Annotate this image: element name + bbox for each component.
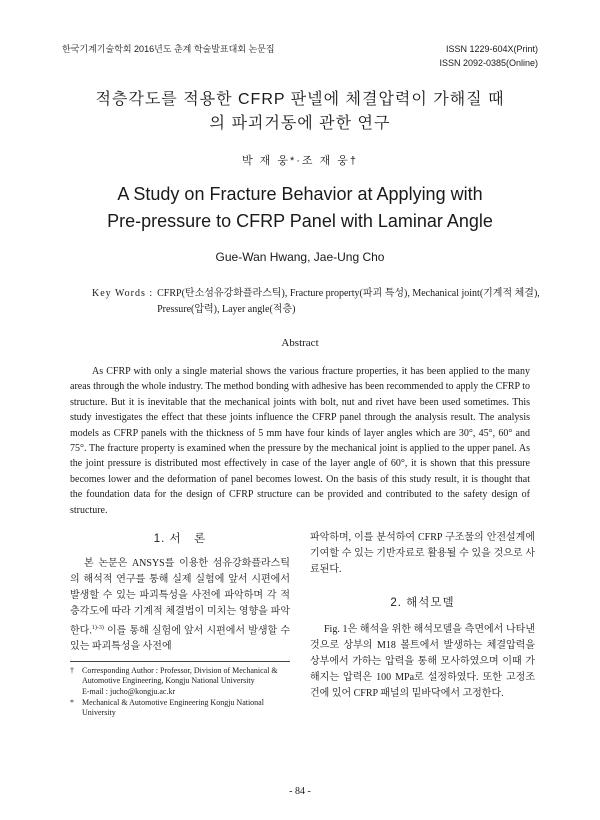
right-column — [310, 530, 535, 702]
issn-block — [439, 42, 538, 70]
section1-text-after: 이를 통해 실험에 앞서 시편에서 발생할 수 있는 파괴특성을 사전에 — [70, 625, 290, 653]
footnote-corresponding — [70, 666, 290, 686]
section1-body — [70, 556, 290, 655]
issn-online: ISSN 2092-0385(Online) — [439, 58, 538, 68]
keywords-label: Key Words : — [92, 288, 154, 299]
footnote-affiliation — [70, 698, 290, 718]
english-title-line2: Pre-pressure to CFRP Panel with Laminar Angle — [107, 211, 493, 231]
keywords-block — [92, 286, 542, 318]
korean-title — [60, 88, 540, 136]
footnote-text: E-mail : jucho@kongju.ac.kr — [82, 687, 176, 697]
section2-heading: 2. 해석모델 — [390, 597, 455, 609]
footnote-mark — [70, 687, 82, 697]
footnote-mark: * — [70, 698, 74, 708]
keywords-text: CFRP(탄소섬유강화플라스틱), Fracture property(파괴 특성), Mechanical joint(기계적 체결), Pressure(압력), Layer angle(적층) — [157, 288, 540, 315]
abstract-heading: Abstract — [281, 337, 319, 349]
korean-title-line2: 의 파괴거동에 관한 연구 — [209, 115, 391, 132]
section1-continuation: 파악하며, 이를 분석하여 CFRP 구조물의 안전설계에 기여할 수 있는 기반자료로 활용될 수 있을 것으로 사료된다. — [310, 532, 535, 575]
section1-heading: 1. 서 론 — [153, 533, 207, 545]
footnote-divider — [70, 661, 290, 662]
korean-authors: 박 재 웅*·조 재 웅† — [241, 155, 359, 167]
footnote-text: Corresponding Author : Professor, Division of Mechanical & Automotive Engineering, Kongju National University — [82, 666, 278, 686]
abstract-body: As CFRP with only a single material shows the various fracture properties, it has been applied to the many areas through the whole industry. The method bonding with adhesive has been recommended to apply the CFRP to structure. But it is inevitable that the mechanical joints with bolt, nut and rivet have been used sometimes. This study investigates the effect that these joints influence the CFRP panel through the analysis result. The analysis models as CFRP panels with the thickness of 5 mm have four kinds of layer angles which are 30°, 45°, 60° and 75°. The fracture property is examined when the pressure by the mechanical joint is applied to the upper panel. As the joint pressure is distributed most effectively in case of the layer angle of 60°, it is shown that this pressure becomes lower and the deformation of panel becomes lowest. On the basis of this study result, it is thought that the foundation data for the design of CFRP structure can be provided and contributed to the safety design of structure. — [70, 366, 530, 516]
page-number: - 84 - — [289, 786, 311, 797]
footnote-email — [70, 687, 290, 697]
english-title-line1: A Study on Fracture Behavior at Applying with — [117, 184, 483, 204]
footnotes — [70, 666, 290, 718]
section2-body: Fig. 1은 해석을 위한 해석모델을 측면에서 나타낸 것으로 상부의 M18 볼트에서 발생하는 체결압력을 상부에서 가하는 압력을 통해 모사하였으며 이때 가해지는 압력은 100 MPa로 설정하였다. 또한 고정조건에 있어 CFRP 패널의 밑바닥에서 고정한다. — [310, 624, 535, 699]
section1-citation: 1)-3) — [91, 625, 104, 631]
left-column — [70, 530, 290, 719]
english-authors: Gue-Wan Hwang, Jae-Ung Cho — [215, 250, 385, 264]
english-title — [40, 181, 560, 235]
footnote-mark: † — [70, 666, 74, 676]
korean-title-line1: 적층각도를 적용한 CFRP 판넬에 체결압력이 가해질 때 — [95, 91, 505, 108]
conference-header: 한국기계기술학회 2016년도 춘계 학술발표대회 논문집 — [62, 44, 275, 54]
issn-print: ISSN 1229-604X(Print) — [445, 44, 538, 54]
section1-text: 본 논문은 ANSYS를 이용한 섬유강화플라스틱의 해석적 연구를 통해 실제 실험에 앞서 시편에서 발생할 수 있는 파괴특성을 사전에 파악하며 각 적층각도에 따라 기계적 체결법이 미치는 영향을 파악한다. — [70, 558, 290, 637]
footnote-text: Mechanical & Automotive Engineering Kongju National University — [82, 698, 264, 718]
